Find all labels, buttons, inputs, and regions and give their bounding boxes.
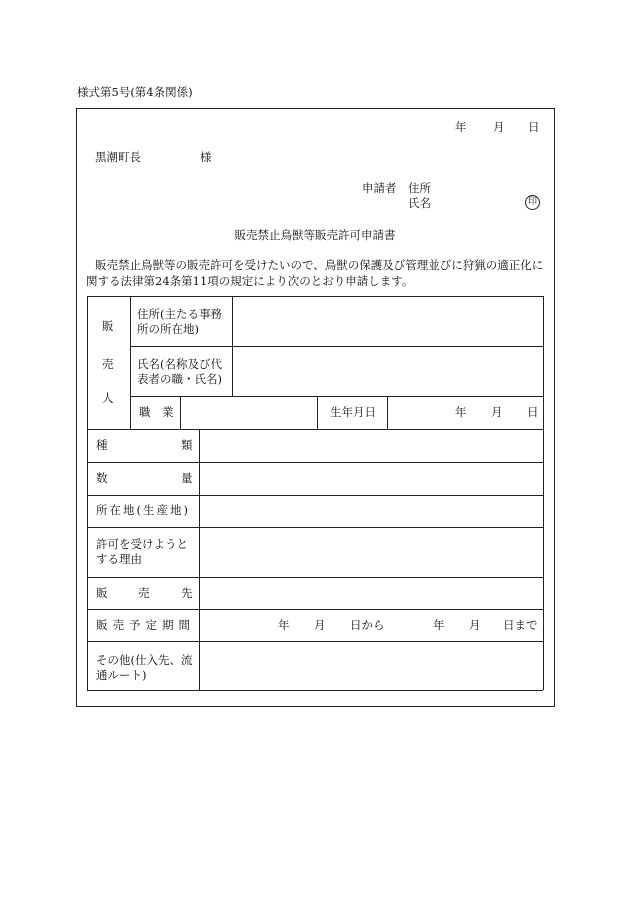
addressee-honorific: 様 xyxy=(200,150,212,164)
body-line-1: 販売禁止鳥獣等の販売許可を受けたいので、鳥獣の保護及び管理並びに狩猟の適正化に xyxy=(95,258,544,272)
applicant-label: 申請者 xyxy=(362,181,397,195)
birth-day: 日 xyxy=(527,405,539,419)
address-label-line-2: 所の所在地) xyxy=(137,322,199,336)
seller-row-line-2 xyxy=(130,396,543,397)
row-line-quantity xyxy=(87,462,543,463)
period-to-year: 年 xyxy=(433,618,445,632)
species-char-1: 種 xyxy=(96,438,108,452)
body-line-2: 関する法律第24条第11項の規定により次のとおり申請します。 xyxy=(86,274,414,288)
period-from-day: 日から xyxy=(350,618,385,632)
destination-char-1: 販 xyxy=(96,586,108,600)
seller-char-1: 販 xyxy=(102,319,114,333)
destination-char-2: 売 xyxy=(138,586,150,600)
period-to-month: 月 xyxy=(469,618,481,632)
table-left-border xyxy=(87,296,88,690)
row-line-period xyxy=(87,609,543,610)
reason-label-line-1: 許可を受けようと xyxy=(96,537,188,551)
date-year: 年 xyxy=(455,120,467,134)
period-from-month: 月 xyxy=(314,618,326,632)
name-label-line-1: 氏名(名称及び代 xyxy=(137,357,222,371)
applicant-address-label: 住所 xyxy=(408,181,431,195)
other-label-line-2: 通ルート) xyxy=(96,668,147,682)
row-line-species xyxy=(87,429,543,430)
date-day: 日 xyxy=(528,120,540,134)
reason-label-line-2: する理由 xyxy=(96,552,142,566)
birth-month: 月 xyxy=(491,405,503,419)
occupation-char-1: 職 xyxy=(139,405,151,419)
row-line-other xyxy=(87,641,543,642)
species-char-2: 類 xyxy=(181,438,193,452)
seller-char-2: 売 xyxy=(102,357,114,371)
quantity-char-2: 量 xyxy=(181,471,193,485)
other-label-line-1: その他(仕入先、流 xyxy=(96,653,193,667)
seller-divider xyxy=(130,296,131,429)
address-label-line-1: 住所(主たる事務 xyxy=(137,307,222,321)
lower-label-divider xyxy=(199,429,200,690)
form-title: 販売禁止鳥獣等販売許可申請書 xyxy=(234,228,396,242)
date-month: 月 xyxy=(493,120,505,134)
birth-label: 生年月日 xyxy=(330,405,376,419)
birth-label-right-divider xyxy=(387,396,388,429)
destination-char-3: 先 xyxy=(181,586,193,600)
form-number: 様式第5号(第4条関係) xyxy=(77,85,193,99)
table-bottom-border xyxy=(87,690,543,691)
occupation-divider xyxy=(180,396,181,429)
birth-year: 年 xyxy=(455,405,467,419)
table-right-border xyxy=(543,296,544,690)
name-label-line-2: 表者の職・氏名) xyxy=(137,372,222,386)
location-label: 所在地(生産地) xyxy=(96,503,190,517)
seller-char-3: 人 xyxy=(102,391,114,405)
addressee-name: 黒潮町長 xyxy=(95,150,141,164)
period-to-day: 日まで xyxy=(503,618,538,632)
seal-stamp-icon: 印 xyxy=(525,195,540,210)
seller-row-line-1 xyxy=(130,346,543,347)
table-top-border xyxy=(87,296,543,297)
row-line-location xyxy=(87,495,543,496)
row-line-destination xyxy=(87,577,543,578)
period-from-year: 年 xyxy=(278,618,290,632)
birth-label-left-divider xyxy=(317,396,318,429)
applicant-name-label: 氏名 xyxy=(408,196,431,210)
period-label: 販売予定期間 xyxy=(96,618,195,632)
occupation-char-2: 業 xyxy=(162,405,174,419)
quantity-char-1: 数 xyxy=(96,471,108,485)
row-line-reason xyxy=(87,527,543,528)
